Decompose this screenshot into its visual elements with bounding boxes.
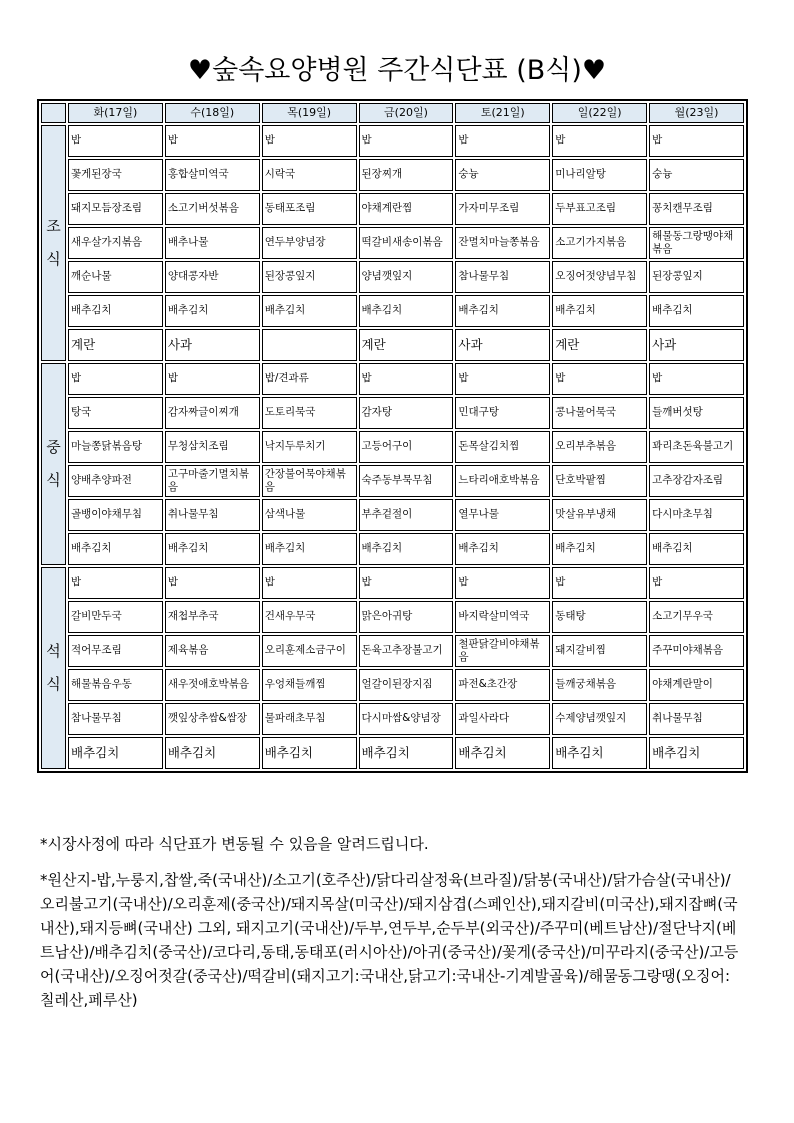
- menu-table: [39, 101, 746, 771]
- menu-cell: 배추김치: [649, 295, 744, 327]
- menu-cell: 무청삼치조림: [165, 431, 260, 463]
- table-row: [41, 159, 744, 191]
- table-row: [41, 601, 744, 633]
- menu-cell: 꽃게된장국: [68, 159, 163, 191]
- table-row: [41, 635, 744, 667]
- menu-cell: 밥: [262, 125, 357, 157]
- table-row: [41, 567, 744, 599]
- menu-cell: 들깨버섯탕: [649, 397, 744, 429]
- table-row: [41, 431, 744, 463]
- menu-cell: 고구마줄기멸치볶음: [165, 465, 260, 497]
- menu-cell: 물파래초무침: [262, 703, 357, 735]
- menu-cell: 배추김치: [552, 533, 647, 565]
- menu-cell: 사과: [165, 329, 260, 361]
- menu-cell: 밥: [165, 567, 260, 599]
- header-row: [41, 103, 744, 123]
- menu-cell: 갈비만두국: [68, 601, 163, 633]
- menu-cell: 감자탕: [359, 397, 454, 429]
- menu-cell: 밥: [68, 363, 163, 395]
- menu-cell: 탕국: [68, 397, 163, 429]
- menu-cell: 참나물무침: [68, 703, 163, 735]
- menu-cell: 취나물무침: [165, 499, 260, 531]
- menu-cell: 밥: [165, 363, 260, 395]
- menu-cell: 바지락살미역국: [455, 601, 550, 633]
- menu-cell: 미나리알탕: [552, 159, 647, 191]
- menu-cell: 부추겉절이: [359, 499, 454, 531]
- menu-cell: 들깨궁채볶음: [552, 669, 647, 701]
- menu-cell: 동태포조림: [262, 193, 357, 225]
- menu-cell: 느타리애호박볶음: [455, 465, 550, 497]
- day-header: 수(18일): [165, 103, 260, 123]
- menu-table-frame: [37, 99, 748, 773]
- menu-cell: 잔멸치마늘쫑볶음: [455, 227, 550, 259]
- header-corner: [41, 103, 66, 123]
- menu-cell: 된장콩잎지: [262, 261, 357, 293]
- menu-cell: 밥: [649, 125, 744, 157]
- menu-cell: 배추김치: [68, 295, 163, 327]
- menu-cell: 과일사라다: [455, 703, 550, 735]
- menu-cell: 꽁치캔무조림: [649, 193, 744, 225]
- menu-cell: 밥: [359, 567, 454, 599]
- menu-cell: 사과: [455, 329, 550, 361]
- menu-cell: 맛살유부냉채: [552, 499, 647, 531]
- menu-cell: 가자미무조림: [455, 193, 550, 225]
- menu-cell: 숙주동부묵무침: [359, 465, 454, 497]
- table-row: [41, 295, 744, 327]
- menu-cell: 취나물무침: [649, 703, 744, 735]
- menu-cell: 배추김치: [455, 295, 550, 327]
- menu-cell: 밥: [262, 567, 357, 599]
- menu-cell: 사과: [649, 329, 744, 361]
- menu-cell: 배추김치: [359, 533, 454, 565]
- menu-cell: 참나물무침: [455, 261, 550, 293]
- day-header: 화(17일): [68, 103, 163, 123]
- day-header: 토(21일): [455, 103, 550, 123]
- menu-cell: 해물볶음우동: [68, 669, 163, 701]
- menu-cell: 열무나물: [455, 499, 550, 531]
- menu-cell: 배추나물: [165, 227, 260, 259]
- menu-cell: 맑은아귀탕: [359, 601, 454, 633]
- menu-cell: 시락국: [262, 159, 357, 191]
- day-header: 일(22일): [552, 103, 647, 123]
- menu-cell: 도토리묵국: [262, 397, 357, 429]
- table-row: [41, 465, 744, 497]
- notes: [40, 832, 740, 1024]
- menu-cell: 얼갈이된장지짐: [359, 669, 454, 701]
- menu-cell: 배추김치: [552, 737, 647, 769]
- menu-cell: 배추김치: [165, 533, 260, 565]
- menu-cell: 돼지모듬장조림: [68, 193, 163, 225]
- menu-cell: 단호박팥찜: [552, 465, 647, 497]
- table-row: [41, 193, 744, 225]
- menu-cell: 연두부양념장: [262, 227, 357, 259]
- menu-cell: 오리훈제소금구이: [262, 635, 357, 667]
- menu-cell: 배추김치: [68, 737, 163, 769]
- menu-cell: 골뱅이야채무침: [68, 499, 163, 531]
- menu-cell: 밥: [552, 125, 647, 157]
- menu-cell: 밥/견과류: [262, 363, 357, 395]
- menu-cell: 새우살가지볶음: [68, 227, 163, 259]
- table-row: [41, 329, 744, 361]
- table-row: [41, 261, 744, 293]
- menu-cell: 주꾸미야채볶음: [649, 635, 744, 667]
- menu-cell: 된장찌개: [359, 159, 454, 191]
- menu-cell: 소고기버섯볶음: [165, 193, 260, 225]
- menu-cell: 수제양념깻잎지: [552, 703, 647, 735]
- menu-cell: 홍합살미역국: [165, 159, 260, 191]
- menu-cell: 배추김치: [262, 295, 357, 327]
- day-header: 금(20일): [359, 103, 454, 123]
- menu-cell: 깻잎상추쌈&쌈장: [165, 703, 260, 735]
- menu-table-body: [41, 103, 744, 769]
- menu-cell: 밥: [552, 567, 647, 599]
- menu-cell: 다시마초무침: [649, 499, 744, 531]
- menu-cell: 오리부추볶음: [552, 431, 647, 463]
- menu-cell: 배추김치: [359, 295, 454, 327]
- menu-cell: 두부표고조림: [552, 193, 647, 225]
- menu-cell: 밥: [359, 125, 454, 157]
- menu-cell: 깨순나물: [68, 261, 163, 293]
- menu-cell: 건새우무국: [262, 601, 357, 633]
- menu-cell: 고등어구이: [359, 431, 454, 463]
- menu-cell: 낙지두루치기: [262, 431, 357, 463]
- menu-cell: 우엉채들깨찜: [262, 669, 357, 701]
- meal-label: 조 식: [41, 125, 66, 361]
- table-row: [41, 669, 744, 701]
- meal-label: 석 식: [41, 567, 66, 769]
- menu-cell: 밥: [552, 363, 647, 395]
- menu-cell: 떡갈비새송이볶음: [359, 227, 454, 259]
- menu-cell: 계란: [552, 329, 647, 361]
- menu-cell: 적어무조림: [68, 635, 163, 667]
- menu-cell: 삼색나물: [262, 499, 357, 531]
- menu-cell: 새우젓애호박볶음: [165, 669, 260, 701]
- menu-cell: 밥: [165, 125, 260, 157]
- menu-cell: 배추김치: [649, 737, 744, 769]
- menu-cell: 돈목살김치찜: [455, 431, 550, 463]
- menu-cell: 야채계란말이: [649, 669, 744, 701]
- table-row: [41, 703, 744, 735]
- menu-cell: 파전&초간장: [455, 669, 550, 701]
- menu-cell: 밥: [359, 363, 454, 395]
- menu-cell: 간장불어묵야채볶음: [262, 465, 357, 497]
- menu-cell: 돈육고추장불고기: [359, 635, 454, 667]
- day-header: 목(19일): [262, 103, 357, 123]
- menu-cell: 배추김치: [359, 737, 454, 769]
- menu-cell: 철판닭갈비야채볶음: [455, 635, 550, 667]
- menu-cell: 밥: [649, 567, 744, 599]
- menu-cell: 된장콩잎지: [649, 261, 744, 293]
- menu-cell: 오징어젓양념무침: [552, 261, 647, 293]
- menu-cell: 배추김치: [68, 533, 163, 565]
- menu-cell: 배추김치: [649, 533, 744, 565]
- menu-cell: 마늘쫑닭볶음탕: [68, 431, 163, 463]
- menu-cell: 배추김치: [552, 295, 647, 327]
- menu-cell: 밥: [68, 567, 163, 599]
- menu-cell: 배추김치: [165, 295, 260, 327]
- day-header: 월(23일): [649, 103, 744, 123]
- menu-cell: 제육볶음: [165, 635, 260, 667]
- menu-cell: 고추장감자조림: [649, 465, 744, 497]
- menu-cell: 밥: [649, 363, 744, 395]
- table-row: [41, 499, 744, 531]
- table-row: [41, 227, 744, 259]
- menu-cell: [262, 329, 357, 361]
- menu-cell: 돼지갈비찜: [552, 635, 647, 667]
- meal-label: 중 식: [41, 363, 66, 565]
- menu-cell: 다시마쌈&양념장: [359, 703, 454, 735]
- menu-cell: 배추김치: [262, 533, 357, 565]
- menu-cell: 콩나물어묵국: [552, 397, 647, 429]
- page-title: ♥숲속요양병원 주간식단표 (B식)♥: [187, 55, 607, 86]
- table-row: [41, 737, 744, 769]
- menu-cell: 민대구탕: [455, 397, 550, 429]
- menu-cell: 해물동그랑땡야채볶음: [649, 227, 744, 259]
- menu-cell: 꽈리초돈육불고기: [649, 431, 744, 463]
- menu-cell: 밥: [455, 125, 550, 157]
- menu-cell: 계란: [359, 329, 454, 361]
- menu-cell: 양념깻잎지: [359, 261, 454, 293]
- menu-cell: 숭늉: [455, 159, 550, 191]
- menu-cell: 양대콩자반: [165, 261, 260, 293]
- menu-cell: 배추김치: [262, 737, 357, 769]
- menu-cell: 배추김치: [455, 533, 550, 565]
- table-row: [41, 125, 744, 157]
- menu-cell: 배추김치: [455, 737, 550, 769]
- menu-cell: 계란: [68, 329, 163, 361]
- menu-cell: 소고기가지볶음: [552, 227, 647, 259]
- notice-text: *시장사정에 따라 식단표가 변동될 수 있음을 알려드립니다.: [40, 835, 429, 853]
- menu-cell: 양배추양파전: [68, 465, 163, 497]
- menu-cell: 배추김치: [165, 737, 260, 769]
- menu-cell: 감자짜글이찌개: [165, 397, 260, 429]
- origin-text: *원산지-밥,누룽지,찹쌀,죽(국내산)/소고기(호주산)/닭다리살정육(브라질)/닭봉(국내산)/닭가슴살(국내산)/오리불고기(국내산)/오리훈제(중국산)/돼지목살(미국산)/돼지삼겹(스페인산),돼지갈비(미국산),돼지잡뼈(국내산),돼지등뼈(국내산) 그외, 돼지고기(국내산)/두부,연두부,순두부(외국산)/주꾸미(베트남산)/절단낙지(베트남산)/배추김치(중국산)/코다리,동태,동태포(러시아산)/아귀(중국산)/꽃게(중국산)/미꾸라지(중국산)/고등어(국내산)/오징어젓갈(중국산)/떡갈비(돼지고기:국내산,닭고기:국내산-기계발골육)/해물동그랑땡(오징어:칠레산,페루산): [40, 871, 739, 1009]
- menu-cell: 밥: [455, 363, 550, 395]
- menu-cell: 밥: [68, 125, 163, 157]
- menu-cell: 야채계란찜: [359, 193, 454, 225]
- table-row: [41, 397, 744, 429]
- table-row: [41, 363, 744, 395]
- menu-cell: 숭늉: [649, 159, 744, 191]
- table-row: [41, 533, 744, 565]
- menu-cell: 밥: [455, 567, 550, 599]
- menu-cell: 동태탕: [552, 601, 647, 633]
- menu-cell: 재첩부추국: [165, 601, 260, 633]
- menu-cell: 소고기무우국: [649, 601, 744, 633]
